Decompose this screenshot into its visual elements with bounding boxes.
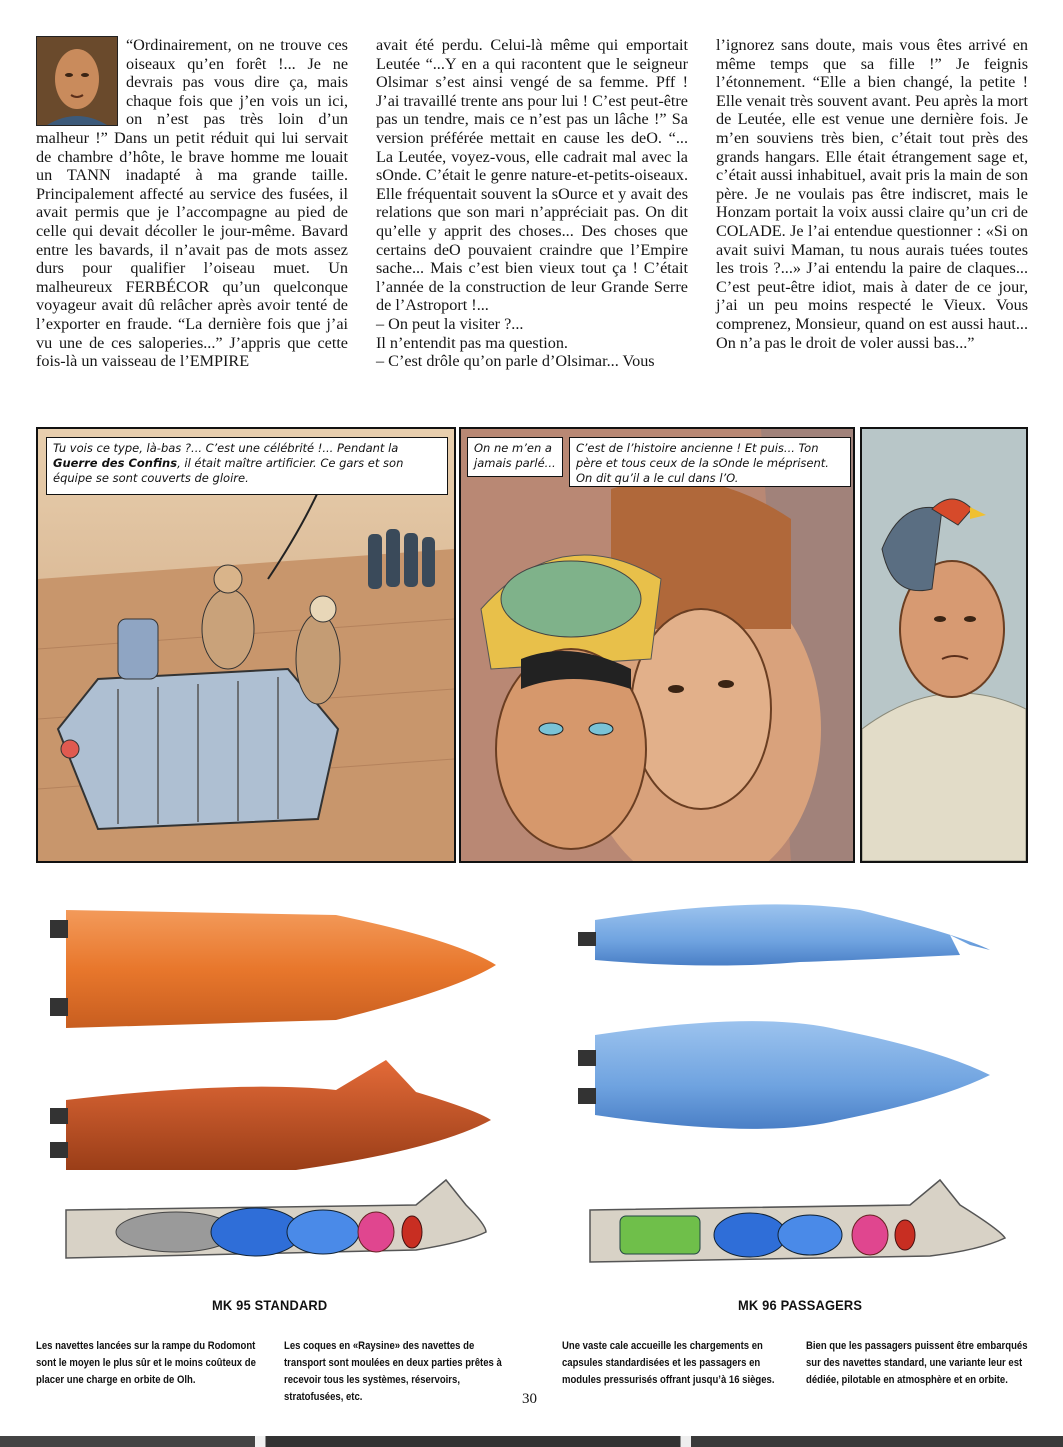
pink-capsule [852,1215,888,1255]
text-column-3 [716,36,1028,352]
mk95-title: MK 95 STANDARD [212,1297,328,1313]
caption-2: Les coques en «Raysine» des navettes de transport sont moulées en deux parties prêtes à recevoir tous les systèmes, réservoirs, stratofusées, etc. [284,1340,502,1403]
engine-icon [578,1050,596,1066]
pink-capsule [358,1212,394,1252]
article-paragraph-1: “Ordinairement, on ne trouve ces oiseaux qu’en forêt !... Je ne devrais pas vous dire ça, mais chaque fois que j’en vois un ici, on n’est pas très loin d’un malheur !” Dans un petit réduit qui lui servait de chambre d’hôte, le brave homme me louait un TANN inadapté à ma grande taille. Principalement affecté au service des fusées, il avait permis que je l’accompagne au pied de celle qui devait décoller le jour-même. Bavard entre les bavards, il n’avait pas de mots assez durs pour qualifier l’oiseau muet. Un malheureux FERBÉCOR qu’un quelconque voyageur avait dû relâcher après avoir tenté de l’exporter en fraude. “La dernière fois que j’ai vu une de ces saloperies...” J’appris que cette fois-là un vaisseau de l’EMPIRE [36,36,348,371]
comic-panel-1 [36,427,456,863]
mk96-top-view [595,1021,990,1129]
engine-icon [50,1142,68,1158]
blue-capsule [778,1215,842,1255]
engine-icon [50,920,68,938]
blue-capsule [287,1210,359,1254]
mk96-illustrations [560,890,1030,1300]
speech-bubble-2: On ne m’en a jamais parlé... [467,437,563,477]
dialogue-line-1: – On peut la visiter ?... [376,314,524,333]
engine-icon [578,1088,596,1104]
bubble-1-text-a: Tu vois ce type, là-bas ?... C’est une célébrité !... Pendant la [53,441,399,455]
engine-icon [578,932,596,946]
page-number: 30 [522,1391,537,1407]
mk95-illustrations [36,880,536,1300]
article-paragraph-2: avait été perdu. Celui-là même qui emportait Leutée “...Y en a qui racontent que le seigneur Olsimar s’est ainsi vengé de sa femme. Pff ! J’ai travaillé trente ans pour lui ! C’est peut-être pas un tendre, mais ce n’est pas un lâche !” Sa version préférée mettait en cause les deO. “... La Leutée, voyez-vous, elle cadrait mal avec la sOnde. C’était le genre nature-et-petits-oiseaux. Elle fréquentait souvent la sOurce et y avait des relations que son mari n’appréciait pas. On dit qu’elle y apprit des choses... Des choses que certains deO pouvaient craindre que l’Empire sache... Mais c’est bien vieux tout ça ! C’était l’année de la construction de leur Grande Serre de l’Astroport !... [376,36,688,315]
dialogue-line-3: – C’est drôle qu’on parle d’Olsimar... Vous [376,352,655,371]
text-column-2 [376,36,688,371]
speech-bubble-3: C’est de l’histoire ancienne ! Et puis... Ton père et tous ceux de la sOnde le méprisent. On dit qu’il a le cul dans l’O. [569,437,851,487]
text-column-1 [36,36,348,371]
article-paragraph-3: l’ignorez sans doute, mais vous êtes arrivé en même temps que sa fille !” Je feignis l’étonnement. “Elle a bien changé, la petite ! Elle venait très souvent avant. Peu après la mort de Leutée, elle est venue une dernière fois. Je m’en souviens très bien, c’était tout près des grands hangars. Elle était étrangement sage et, c’était aussi inhabituel, avait pris la main de son père. Je ne voulais pas être indiscret, mais le Honzam portait la voix aussi claire qu’un cri de COLADE. Je l’ai entendue questionner : «Si on avait suivi Maman, tu nous aurais tuées toutes les trois ?...» J’ai entendu la paire de claques... C’est peut-être idiot, mais à dater de ce jour, j’ai un peu moins respecté le Vieux. Vous comprenez, Monsieur, quand on est aussi haut... On n’a pas le droit de voler aussi bas...” [716,36,1028,352]
engine-icon [50,998,68,1016]
portrait-illustration [36,36,118,126]
mk95-side-view [66,1060,491,1170]
mk96-side-view [595,904,990,965]
passenger-module [620,1216,700,1254]
mk95-top-view [66,910,496,1028]
speech-bubble-1 [46,437,448,495]
mk96-title: MK 96 PASSAGERS [738,1297,863,1313]
panel-2-artwork [461,429,853,861]
comic-panel-3 [860,427,1028,863]
caption-4: Bien que les passagers puissent être embarqués sur des navettes standard, une variante leur est dédiée, pilotable en atmosphère et en orbite. [806,1340,1028,1386]
blue-capsule [714,1213,786,1257]
caption-3: Une vaste cale accueille les chargements en capsules standardisées et les passagers en modules pressurisés offrant jusqu’à 16 sièges. [562,1340,775,1386]
bubble-1-text-c: , il était maître artificier. Ce gars et son équipe se sont couverts de gloire. [53,456,404,485]
caption-1: Les navettes lancées sur la rampe du Rodomont sont le moyen le plus sûr et le moins coûteux de placer une charge en orbite de Olh. [36,1340,256,1386]
panel-3-artwork [862,429,1026,861]
comic-panel-2 [459,427,855,863]
dialogue-line-2: Il n’entendit pas ma question. [376,333,568,352]
bubble-1-text-b: Guerre des Confins [53,456,178,470]
scan-edge [0,1436,1063,1447]
engine-icon [50,1108,68,1124]
